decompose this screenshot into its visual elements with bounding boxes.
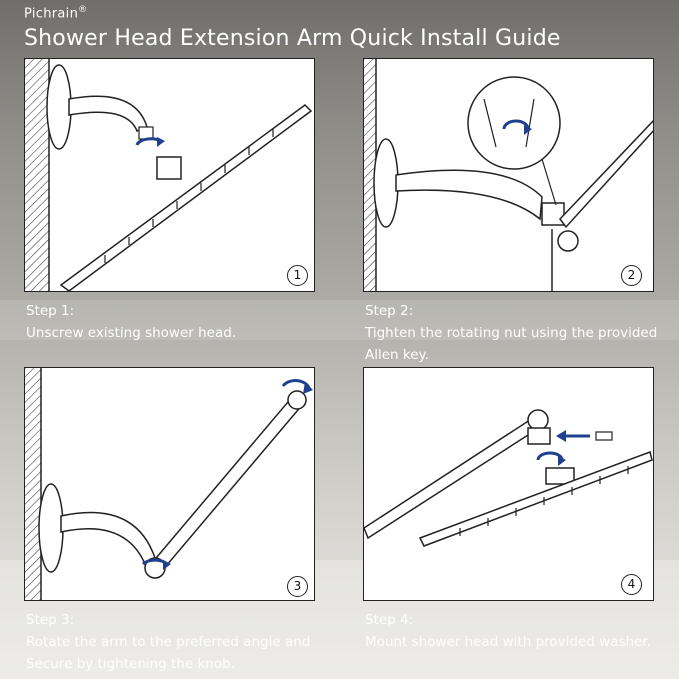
extension-arm [560,119,654,227]
shower-arm [69,96,147,131]
washer [596,432,612,440]
step-1-caption [26,300,236,344]
step-description: Mount shower head with provided washer. [365,634,651,650]
arm-end-connector [528,410,548,430]
shower-arm [396,170,542,219]
shower-arm [61,513,155,564]
wall [25,368,41,601]
step-1-illustration [24,58,315,292]
page-title: Shower Head Extension Arm Quick Install Guide [24,26,561,51]
wall [25,59,49,292]
wall-flange [39,484,63,572]
step-label: Step 3: [26,612,75,628]
step-number-badge: 1 [287,265,308,286]
step-1-drawing [25,59,315,292]
step-description: Tighten the rotating nut using the provided [365,325,658,341]
step-label: Step 2: [365,303,414,319]
pivot-nut [542,203,564,225]
extension-arm [151,396,303,572]
step-3-illustration [24,367,315,601]
step-3-caption [26,609,310,675]
step-2-caption [365,300,657,366]
extension-arm [364,416,542,538]
step-number-badge: 4 [621,574,642,595]
wall-flange [47,65,71,149]
step-4-caption [365,609,651,653]
step-number-badge: 3 [287,576,308,597]
brand-name: Pichrain [24,6,79,22]
arm-thread [139,127,153,139]
step-description: Rotate the arm to the preferred angle and [26,634,311,650]
rotating-knob [558,231,578,251]
step-label: Step 1: [26,303,75,319]
step-2-drawing [364,59,654,292]
step-label: Step 4: [365,612,414,628]
step-description: Unscrew existing shower head. [26,325,237,341]
step-3-drawing [25,368,315,601]
thread-fitting [528,428,550,444]
wall-flange [374,139,398,227]
step-description-line-2: Secure by tightening the knob. [26,656,235,672]
step-4-drawing [364,368,654,601]
shower-head-plate [420,452,652,546]
detail-magnifier [468,77,560,169]
step-number-badge: 2 [621,265,642,286]
step-4-illustration [363,367,654,601]
step-2-illustration [363,58,654,292]
shower-head-connector [157,157,181,179]
brand-mark: ® [78,5,88,15]
step-description-line-2: Allen key. [365,347,429,363]
brand-logo [24,5,87,21]
